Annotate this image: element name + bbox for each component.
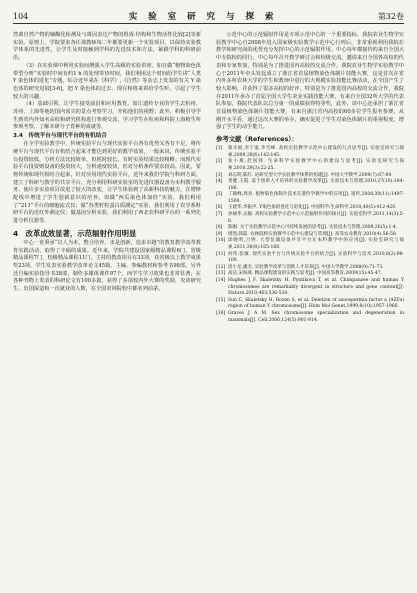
reference-number: [13] xyxy=(216,271,226,277)
paragraph-3: （4）基础引领，让学生接受前沿和应用教育。如让遗传专业的学生去杭州、苏州、上海等地的国内顶尖的景点考察学习，开拓他们的视野；此外，积极引导学生到省内外知名高校和研究机构进行参观交流，学习学生在杭州和科院上海植生所参观考察，了解本研分子育种的成就等。 xyxy=(13,101,201,131)
reference-text: 丁晓峰,周亮. 植物染色体制片技术在遗传学教学中的应用[J]. 遗传,2008,30(11):1497-1500. xyxy=(228,192,404,204)
reference-text: Sun C, Skaletsky H, Rozen S, et al. Deletion of azoospermia factor a (AZFa) region of human Y chromosome[J]. Hum Mol Genet,1999,8(10):1957-1966. xyxy=(228,297,404,310)
reference-number: [7] xyxy=(216,212,223,218)
reference-item xyxy=(216,278,404,298)
reference-number: [2] xyxy=(216,159,223,165)
reference-item xyxy=(216,179,404,192)
reference-number: [3] xyxy=(216,172,223,178)
paragraph-4: 在全学实验教学中，传统实验平台与现代实验平台各有优势又各有不足，将传统平台与现代平台有机结合起来才能达到更好的教学效果。一般来说，传统实验平台投资较低，分析方法比较简单，但耗时较长，有时实验结果比较粗略；而现代实验平台投资则设备的投资较大，分析速度较快，但对分析条件要求较高。因此，要将传统和现代相结合起来，针对应用现代实验平台，近年来我们学院与科研方面，建立了科研与教学的共享平台，充分利用科研实验室的先进仪器设备为本科教学服务，使许多实验项目改进了较大的改变，让学生体验到了高新科技的魅力，在增修配线中增进了学生创新意识的培养。如做“西瓜染色体加倍”实验，我们利用了“211”平台的细胞流式仪；做“谷类籽粒蛋白质测定”实验，我们利用了农学系科研平台的近红外测定仪；做基因分析实验，我们利用了西北农科研平台的一系列先进分析仪器等。 xyxy=(13,141,201,225)
reference-item xyxy=(216,238,404,251)
section-heading: 4 改革成效显著，示范辐射作用明显 xyxy=(13,228,137,238)
reference-number: [1] xyxy=(216,146,223,152)
reference-item xyxy=(216,146,404,159)
reference-text: 黄健,王霞. 基于创新人才培养的实验教学改革[J]. 实验技术与管理,2010,27(10):184-186. xyxy=(228,179,404,191)
reference-item xyxy=(216,192,404,205)
body-columns xyxy=(13,32,404,324)
reference-number: [16] xyxy=(216,310,226,316)
reference-text: 孙丽华,吴敏. 高校实验教学示范中心示范辐射作用的探讨[J]. 实验室科学,2011,14(3):5-8. xyxy=(228,212,404,224)
reference-number: [8] xyxy=(216,225,223,231)
issue-volume: 第32卷 xyxy=(377,12,404,21)
reference-number: [4] xyxy=(216,179,223,185)
reference-item xyxy=(216,159,404,172)
reference-text: 蔡幸福,李宁道,李雪峰. 高校实验教学示范中心建设的几点思考[J]. 实验室研究与探索,2009,28(6):142-145. xyxy=(228,146,404,158)
reference-list xyxy=(216,146,404,324)
reference-number: [9] xyxy=(216,231,223,237)
reference-item xyxy=(216,252,404,265)
reference-item xyxy=(216,212,404,225)
reference-number: [5] xyxy=(216,192,223,198)
reference-text: Hughes J F, Skaletsky H, Pyntikova T, et al. Chimpanzee and human Y chromosomes are remarkably divergent in structure and gene content[J]. Nature,2010,463:536-539. xyxy=(228,278,404,297)
reference-number: [12] xyxy=(216,264,226,270)
reference-text: 高洁,宋海燕. 精品课程建设的实践与思考[J]. 中国高等教育,2009(15):45-47. xyxy=(228,271,383,277)
journal-title: 实 验 室 研 究 与 探 索 xyxy=(128,11,278,22)
paragraph-6: 示范中心的示范辐射作用是专项示范中心的一个重要指标。我院农业生物学实验教学中心自2008年进入国家级实验教学示范中心行列后，非常重视利用我院在教学和研究面的优势充分发挥中心的示范辐射作用。中心每年都接待的来自全国大中专院校的同行。中心每年召开教学研讨会和校级交流，邀请来自全国各高校的代表和专家参加，特别是为了推进国内高校的交流合作。我院农业生物学实验教学中心于2011年牵头发起成立了浙江省首届植物染色体制片技能大赛，这是首次在省内外多所农林大学的学生和教师中进行的大规模实验技能比赛活动，在全国产生了较大影响，并获得了很多高校的好评。特别是为了推进国内高校的交流合作，我院在2011年承办了首届全国大学生农业实践技能大赛，有来自全国32所大学的代表队参加，我院代表队以总分第一的成绩获得特等奖，此外，该中心还承担了浙江省首届植物染色体制片技能大赛，有来自浙江省内高校的60多位学生报名参赛。从刚开水平看，通过这次大赛的举办，确实促进了学生对染色体制片的重视程度，增强了学生的动手能力。 xyxy=(216,32,404,131)
reference-number: [10] xyxy=(216,238,226,244)
reference-item xyxy=(216,298,404,311)
reference-text: 刘志明,陈红. 论研究型大学实验教学体系的构建[J]. 中国大学教学,2009(7):67-69. xyxy=(228,172,393,178)
paragraph-5: 中心一直秉承“以人为本，整合培养，求是创新，追求卓越”的教育教学改革教育实践活动，取得了丰硕的成果。近年来，学院共建设国家级精品课程6门，省级精品课程7门，校级精品课程11门，主持的教改项目有33项，获省级以上教学成果奖23项，学生发表实验教学改革论文45篇，主编、参编教材和参考书98部。另外还自编实验指导书38部，制作多媒体课件97个，而学生学习效果也非常显著，在各种刊物上发表的科研论文有100多篇，获得了多项校内外大赛的奖励，攻读研究生、出国深造和一次就业的人数，在全国农林院校中都名列前茅。 xyxy=(13,239,201,293)
reference-number: [6] xyxy=(216,205,223,211)
page-number: 104 xyxy=(13,12,29,21)
reference-text: 陈刚. 关于实验教学示范中心可持续发展的思考[J]. 实验技术与管理,2009,26(5):1-4. xyxy=(228,225,398,231)
reference-text: Graves J A M. Sex chromosome specialization and degeneration in mammals[J]. Cell,2006,124(5):901-914. xyxy=(228,310,404,323)
reference-text: 唐小龙,潘杰. 实验教学改革与创新人才培养[J]. 中国大学教学,2008(9):71-73. xyxy=(228,264,384,270)
reference-text: 徐晓明,吕婷. 大型仪器设备共享平台在本科教学中的应用[J]. 实验室研究与探索,2011,30(8):165-168. xyxy=(228,238,404,251)
reference-text: 张小燕,赵国锋. 生命科学实验教学中心的建设与思考[J]. 实验室研究与探索,2010,29(3):22-25. xyxy=(228,159,404,171)
references-heading: 参考文献（References）： xyxy=(216,135,298,144)
subsection-heading: 3.4 传统平台与现代平台的有机结合 xyxy=(13,133,107,140)
reference-text: 何伟,张敏. 现代实验平台与传统实验平台的结合[J]. 实验科学与技术,2010,8(2):98-100. xyxy=(228,251,404,264)
right-column xyxy=(216,32,404,324)
left-column xyxy=(13,32,201,324)
reference-number: [11] xyxy=(216,251,226,257)
reference-number: [15] xyxy=(216,297,226,303)
reference-text: 王建华,李振声. Y染色体的进化与退化[J]. 中国科学:生命科学,2010,40(5):412-420. xyxy=(228,205,397,211)
running-header xyxy=(13,7,404,24)
reference-item xyxy=(216,311,404,324)
paragraph-1: 然离自然产物的辅酶化检测及与离因表达产物的组成·结构和生物活性比较[2]等新实验。原则上，学院要求各任课教师每二年都要更新一个实验项目，以保持实验教学体系的先进性，让学生及时接触到学科的先进技术和方法，紧跟学科的科研前沿。 xyxy=(13,32,201,62)
reference-number: [14] xyxy=(216,278,226,284)
paragraph-2: （3）在实验课中利用实验间增强入学生高级的实验讲座，如在做“植物染色体带型分析”实验时中间有约1 h 的处理等待时间，我们利用这个时间给学生讲“人类 Y 染色体的进化”专题，综合近年来在《科学》,《自然》等杂志上发表的有关 Y 染色体的研究进展[3-6]，把 Y 染色体的过去、现在和将来讲给学生听，引起了学生较大的兴趣。 xyxy=(13,62,201,100)
reference-text: 周凯,韩磊. 农林院校实验教学示范中心建设与管理[J]. 高等农业教育,2010(4):56-58. xyxy=(228,231,398,237)
reference-item xyxy=(216,225,404,232)
